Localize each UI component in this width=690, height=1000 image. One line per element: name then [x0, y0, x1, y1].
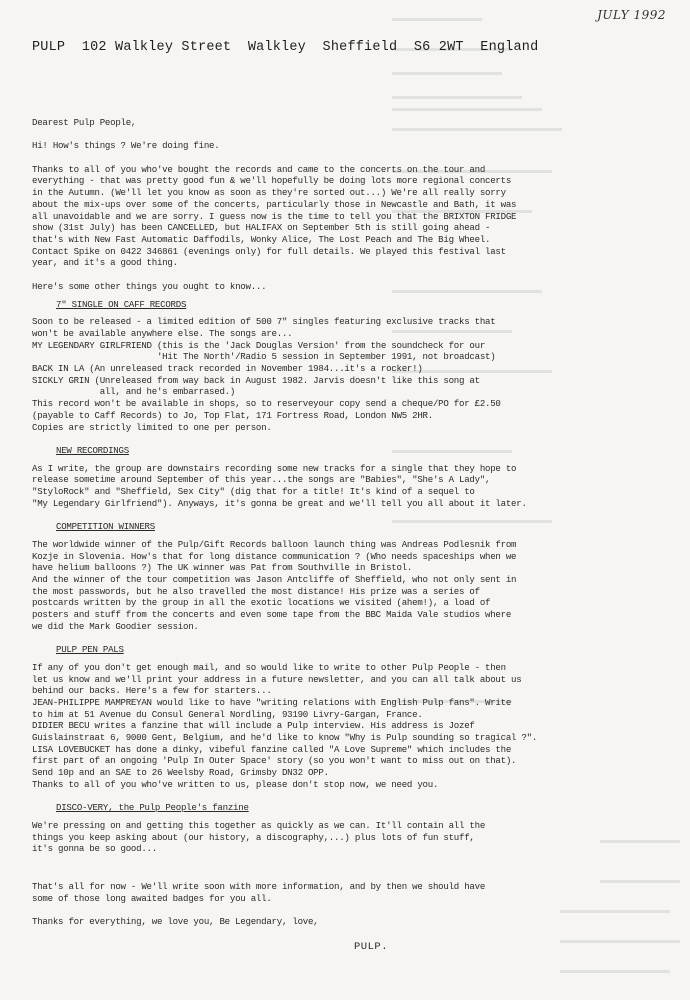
competition-line: the most passwords, but he also travelled the most distance! His prize was a series of: [32, 585, 480, 597]
caff-line: Soon to be released - a limited edition of 500 7" singles featuring exclusive tracks that: [32, 316, 496, 328]
intro-line: that's with New Fast Automatic Daffodils, Wonky Alice, The Lost Peach and The Big Wheel.: [32, 234, 491, 245]
fanzine-line: it's gonna be so good...: [32, 843, 157, 855]
caff-line: BACK IN LA (An unreleased track recorded in November 1984...it's a rocker!): [32, 363, 423, 375]
greeting: Dearest Pulp People,: [32, 117, 137, 128]
intro-line: about the mix-ups over some of the concerts, particularly those in Newcastle and Bath, it was: [32, 198, 517, 210]
others-line: Here's some other things you ought to know...: [32, 280, 267, 292]
letter-body: [32, 117, 657, 954]
caff-line: won't be available anywhere else. The songs are...: [32, 327, 293, 339]
closing-line: That's all for now - We'll write soon with more information, and by then we should have: [32, 881, 486, 893]
recordings-section: [32, 463, 657, 510]
penpals-line: If any of you don't get enough mail, and so would like to write to other Pulp People - then: [32, 661, 506, 673]
caff-line: Copies are strictly limited to one per person.: [32, 421, 272, 433]
fanzine-section: [32, 820, 657, 855]
recordings-line: "My Legendary Girlfriend"). Anyways, it's gonna be great and we'll tell you all about it later.: [32, 497, 527, 509]
section-heading-competition: COMPETITION WINNERS: [56, 521, 155, 533]
fanzine-line: things you keep asking about (our history, a discography,...) plus lots of fun stuff,: [32, 831, 475, 843]
closing-line: some of those long awaited badges for you all.: [32, 892, 272, 904]
caff-line: This record won't be available in shops, so to reserveyour copy send a cheque/PO for £2.50: [32, 398, 501, 410]
recordings-line: "StyloRock" and "Sheffield, Sex City" (dig that for a title! It's kind of a sequel to: [32, 486, 475, 498]
caff-section: [32, 316, 657, 433]
caff-line: SICKLY GRIN (Unreleased from way back in August 1982. Jarvis doesn't like this song at: [32, 374, 480, 386]
closing-paragraph: [32, 881, 657, 904]
intro-line: show (31st July) has been CANCELLED, but HALIFAX on September 5th is still going ahead -: [32, 222, 491, 234]
competition-line: postcards written by the group in all the exotic locations we visited (ahem!), a load of: [32, 597, 491, 609]
handwritten-date: JULY 1992: [597, 8, 666, 22]
penpals-line: Thanks to all of you who've written to us, please don't stop now, we need you.: [32, 778, 439, 790]
caff-line: (payable to Caff Records) to Jo, Top Flat, 171 Fortress Road, London NW5 2HR.: [32, 409, 433, 421]
intro-paragraph: [32, 164, 657, 269]
competition-line: we did the Mark Goodier session.: [32, 620, 199, 632]
penpals-line: let us know and we'll print your address in a future newsletter, and you can all talk about us: [32, 673, 522, 685]
intro-line: Contact Spike on 0422 346861 (evenings only) for full details. We played this festival last: [32, 245, 506, 257]
caff-line: all, and he's embarrased.): [32, 386, 236, 398]
caff-line: MY LEGENDARY GIRLFRIEND (this is the 'Jack Douglas Version' from the soundcheck for our: [32, 339, 486, 351]
penpals-line: Guislainstraat 6, 9000 Gent, Belgium, and he'd like to know "Why is Pulp sounding so tragical ?".: [32, 732, 538, 744]
recordings-line: As I write, the group are downstairs recording some new tracks for a single that they hope to: [32, 462, 517, 474]
competition-section: [32, 539, 657, 633]
letterhead-address: PULP 102 Walkley Street Walkley Sheffield S6 2WT England: [32, 40, 539, 55]
penpals-line: to him at 51 Avenue du Consul General Nordling, 93190 Livry-Gargan, France.: [32, 708, 423, 720]
penpals-line: LISA LOVEBUCKET has done a dinky, vibeful fanzine called "A Love Supreme" which includes the: [32, 743, 512, 755]
competition-line: posters and stuff from the concerts and even some tape from the BBC Maida Vale studios where: [32, 609, 512, 621]
competition-line: The worldwide winner of the Pulp/Gift Records balloon launch thing was Andreas Podlesnik from: [32, 538, 517, 550]
penpals-line: Send 10p and an SAE to 26 Weelsby Road, Grimsby DN32 OPP.: [32, 767, 329, 779]
signature: PULP.: [354, 940, 389, 953]
opener: Hi! How's things ? We're doing fine.: [32, 140, 220, 152]
fanzine-line: We're pressing on and getting this together as quickly as we can. It'll contain all the: [32, 819, 486, 831]
competition-line: And the winner of the tour competition was Jason Antcliffe of Sheffield, who not only sent in: [32, 573, 517, 585]
penpals-line: first part of an ongoing 'Pulp In Outer Space' story (so you won't want to miss out on that).: [32, 755, 517, 767]
competition-line: have helium balloons ?) The UK winner was Pat from Southville in Bristol.: [32, 562, 413, 574]
intro-line: all unavoidable and we are sorry. I guess now is the time to tell you that the BRIXTON FRIDGE: [32, 210, 517, 222]
section-heading-caff: 7" SINGLE ON CAFF RECORDS: [56, 298, 187, 310]
thanks-line: Thanks for everything, we love you, Be Legendary, love,: [32, 916, 319, 928]
penpals-line: behind our backs. Here's a few for starters...: [32, 685, 272, 697]
intro-line: year, and it's a good thing.: [32, 257, 178, 269]
section-heading-penpals: PULP PEN PALS: [56, 644, 124, 656]
penpals-section: [32, 662, 657, 791]
caff-line: 'Hit The North'/Radio 5 session in September 1991, not broadcast): [32, 351, 496, 363]
penpals-line: JEAN-PHILIPPE MAMPREYAN would like to have "writing relations with English Pulp fans". Write: [32, 696, 512, 708]
intro-line: in the Autumn. (We'll let you know as soon as they're sorted out...) We're all really sorry: [32, 187, 506, 199]
intro-line: everything - that was pretty good fun & we'll hopefully be doing lots more regional concerts: [32, 175, 512, 187]
section-heading-recordings: NEW RECORDINGS: [56, 444, 129, 456]
recordings-line: release sometime around September of this year...the songs are "Babies", "She's A Lady",: [32, 474, 491, 486]
competition-line: Kozje in Slovenia. How's that for long distance communication ? (Who needs spaceships when we: [32, 550, 517, 562]
section-heading-fanzine: DISCO-VERY, the Pulp People's fanzine: [56, 802, 249, 814]
intro-line: Thanks to all of you who've bought the records and came to the concerts on the tour and: [32, 163, 486, 175]
penpals-line: DIDIER BECU writes a fanzine that will include a Pulp interview. His address is Jozef: [32, 720, 475, 732]
